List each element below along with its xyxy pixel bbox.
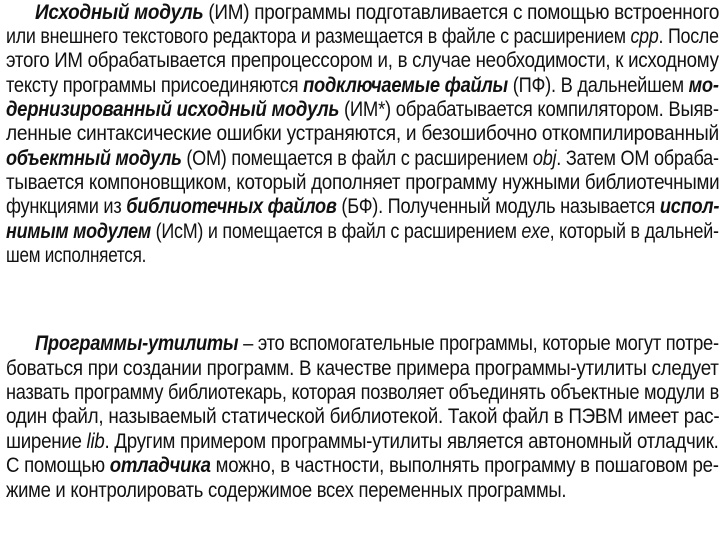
text-run: этого ИМ обрабатывается препроцессором и, в случае необходимости, к исходному <box>6 49 719 72</box>
term-emphasis: подключаемые файлы <box>303 74 508 97</box>
text-line <box>0 243 720 269</box>
term-emphasis: испол- <box>659 195 720 218</box>
line-text <box>6 380 719 406</box>
term-emphasis: мо- <box>688 74 719 97</box>
text-line <box>0 48 720 74</box>
text-line <box>0 453 720 479</box>
text-run: (ИМ) программы подготавливается с помощью встроенного <box>203 1 720 24</box>
text-run: ширение <box>6 430 87 453</box>
text-run: (ИсМ) и помещается в файл с расширением <box>150 220 522 243</box>
line-text <box>6 73 719 99</box>
line-text <box>6 453 719 479</box>
text-line <box>0 146 720 172</box>
file-extension: cpp <box>630 25 659 48</box>
line-text <box>6 97 719 123</box>
line-text <box>6 194 719 220</box>
text-run: шем исполняется. <box>6 244 147 267</box>
text-line <box>0 331 720 357</box>
text-run: или внешнего текстового редактора и размещается в файле с расширением <box>6 25 631 48</box>
file-extension: lib <box>86 430 105 453</box>
text-run: (ИМ*) обрабатывается компилятором. Выяв- <box>339 98 719 121</box>
text-run: (ОМ) помещается в файл с расширением <box>181 147 533 170</box>
text-run: , который в дальней- <box>549 220 719 243</box>
line-text <box>6 429 719 455</box>
line-text <box>6 219 719 245</box>
text-line <box>0 170 720 196</box>
line-text <box>6 24 719 50</box>
text-line <box>0 219 720 245</box>
text-run: (БФ). Полученный модуль называется <box>336 195 660 218</box>
line-text <box>6 48 719 74</box>
text-line <box>0 73 720 99</box>
text-run: . Другим примером программы-утилиты является автономный отладчик. <box>104 430 719 453</box>
text-run: ленные синтаксические ошибки устраняются, и безошибочно откомпилированный <box>6 122 719 145</box>
file-extension: obj <box>532 147 557 170</box>
line-text <box>6 121 719 147</box>
term-emphasis: Программы-утилиты <box>35 332 239 355</box>
text-line <box>0 97 720 123</box>
text-line <box>0 194 720 220</box>
text-line <box>0 356 720 382</box>
text-line <box>0 478 720 504</box>
text-run: С помощью <box>6 454 110 477</box>
text-run: жиме и контролировать содержимое всех переменных программы. <box>6 479 567 502</box>
file-extension: exe <box>521 220 550 243</box>
term-emphasis: дернизированный исходный модуль <box>6 98 340 121</box>
term-emphasis: отладчика <box>109 454 211 477</box>
line-text <box>6 478 566 504</box>
text-line <box>0 404 720 430</box>
text-run: тывается компоновщиком, который дополняет программу нужными библиотечными <box>6 171 720 194</box>
text-run: . После <box>658 25 719 48</box>
text-run: боваться при создании программ. В качестве примера программы-утилиты следует <box>6 357 719 380</box>
line-text <box>35 331 719 357</box>
text-run: функциями из <box>6 195 127 218</box>
line-text <box>35 0 719 26</box>
term-emphasis: Исходный модуль <box>35 1 204 24</box>
text-line <box>0 0 720 26</box>
text-run: – это вспомогательные программы, которые могут потре- <box>238 332 719 355</box>
term-emphasis: нимым модулем <box>6 220 151 243</box>
text-run: можно, в частности, выполнять программу в пошаговом ре- <box>210 454 719 477</box>
line-text <box>6 146 719 172</box>
text-run: (ПФ). В дальнейшем <box>507 74 689 97</box>
text-run: тексту программы присоединяются <box>6 74 304 97</box>
term-emphasis: объектный модуль <box>6 147 182 170</box>
line-text <box>6 170 719 196</box>
line-text <box>6 243 146 269</box>
text-line <box>0 429 720 455</box>
text-run: назвать программу библиотекарь, которая позволяет объединять объектные модули в <box>6 381 719 404</box>
line-text <box>6 404 719 430</box>
text-line <box>0 121 720 147</box>
text-run: один файл, называемый статической библиотекой. Такой файл в ПЭВМ имеет рас- <box>6 405 720 428</box>
term-emphasis: библиотечных файлов <box>126 195 337 218</box>
text-line <box>0 380 720 406</box>
text-line <box>0 24 720 50</box>
line-text <box>6 356 719 382</box>
text-run: . Затем ОМ обраба- <box>556 147 719 170</box>
